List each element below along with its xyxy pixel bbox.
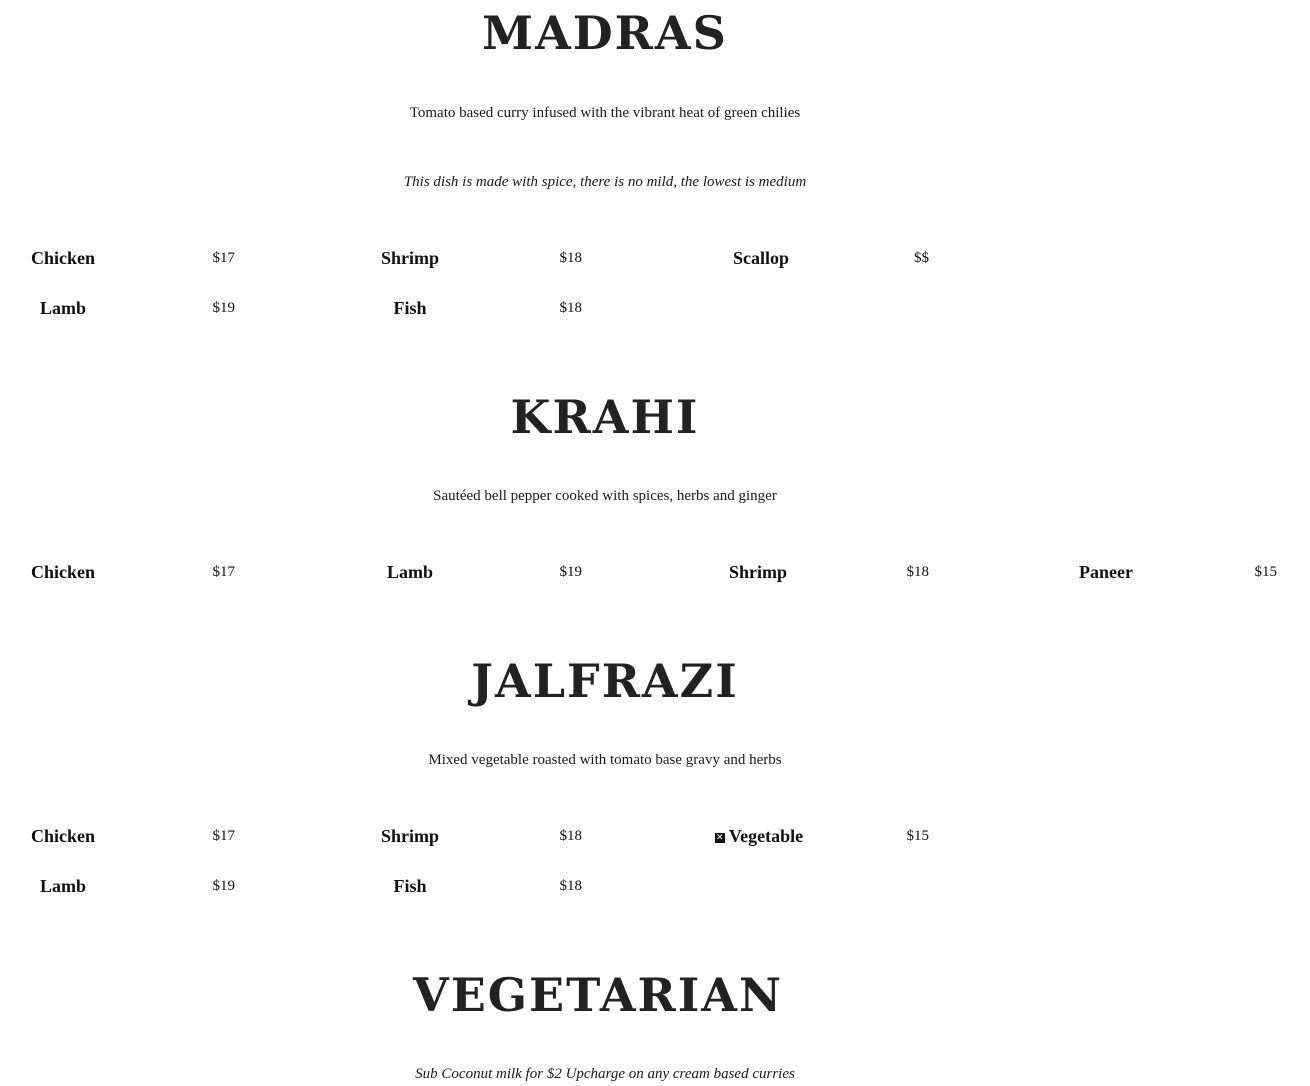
menu-item-name: Scallop bbox=[732, 248, 789, 268]
menu-item-price: $18 bbox=[559, 828, 582, 844]
menu-item-name: Vegetable bbox=[728, 826, 804, 846]
section-title-krahi: KRAHI bbox=[510, 390, 700, 444]
menu-item-name: Lamb bbox=[39, 876, 86, 896]
menu-item-price: $17 bbox=[212, 250, 235, 266]
menu-item-name: Lamb bbox=[386, 562, 433, 582]
menu-item-vegetable bbox=[694, 827, 824, 845]
menu-item-price: $19 bbox=[212, 878, 235, 894]
section-description-krahi: Sautéed bell pepper cooked with spices, herbs and ginger bbox=[433, 488, 777, 504]
menu-item-price: $18 bbox=[559, 878, 582, 894]
section-note-madras: This dish is made with spice, there is no mild, the lowest is medium bbox=[403, 174, 807, 190]
menu-item-price: $15 bbox=[1254, 564, 1277, 580]
menu-item-price: $19 bbox=[559, 564, 582, 580]
menu-item-name: Paneer bbox=[1079, 562, 1133, 582]
menu-item-price: $18 bbox=[906, 564, 929, 580]
menu-item-price: $17 bbox=[212, 564, 235, 580]
section-description-madras: Tomato based curry infused with the vibrant heat of green chilies bbox=[409, 105, 801, 121]
section-title-madras: MADRAS bbox=[482, 6, 728, 60]
menu-item-price: $$ bbox=[914, 250, 929, 266]
section-note-vegetarian: Sub Coconut milk for $2 Upcharge on any cream based curries bbox=[415, 1066, 795, 1082]
menu-item-name: Shrimp bbox=[380, 248, 440, 268]
vegetarian-mark-icon: ✕ bbox=[716, 833, 724, 843]
menu-item-name: Fish bbox=[393, 298, 427, 318]
section-title-vegetarian: VEGETARIAN bbox=[413, 968, 783, 1022]
menu-item-name: Fish bbox=[393, 876, 427, 896]
menu-item-price: $18 bbox=[559, 250, 582, 266]
menu-item-name: Shrimp bbox=[380, 826, 440, 846]
menu-item-name: Lamb bbox=[39, 298, 86, 318]
menu-item-price: $15 bbox=[906, 828, 929, 844]
menu-item-price: $17 bbox=[212, 828, 235, 844]
menu-item-name: Chicken bbox=[30, 562, 95, 582]
menu-item-price: $18 bbox=[559, 300, 582, 316]
section-description-jalfrazi: Mixed vegetable roasted with tomato base gravy and herbs bbox=[428, 752, 782, 768]
section-title-jalfrazi: JALFRAZI bbox=[471, 654, 739, 708]
menu-item-name: Chicken bbox=[30, 248, 95, 268]
menu-item-name: Chicken bbox=[30, 826, 95, 846]
menu-item-price: $19 bbox=[212, 300, 235, 316]
menu-item-name: Shrimp bbox=[728, 562, 788, 582]
